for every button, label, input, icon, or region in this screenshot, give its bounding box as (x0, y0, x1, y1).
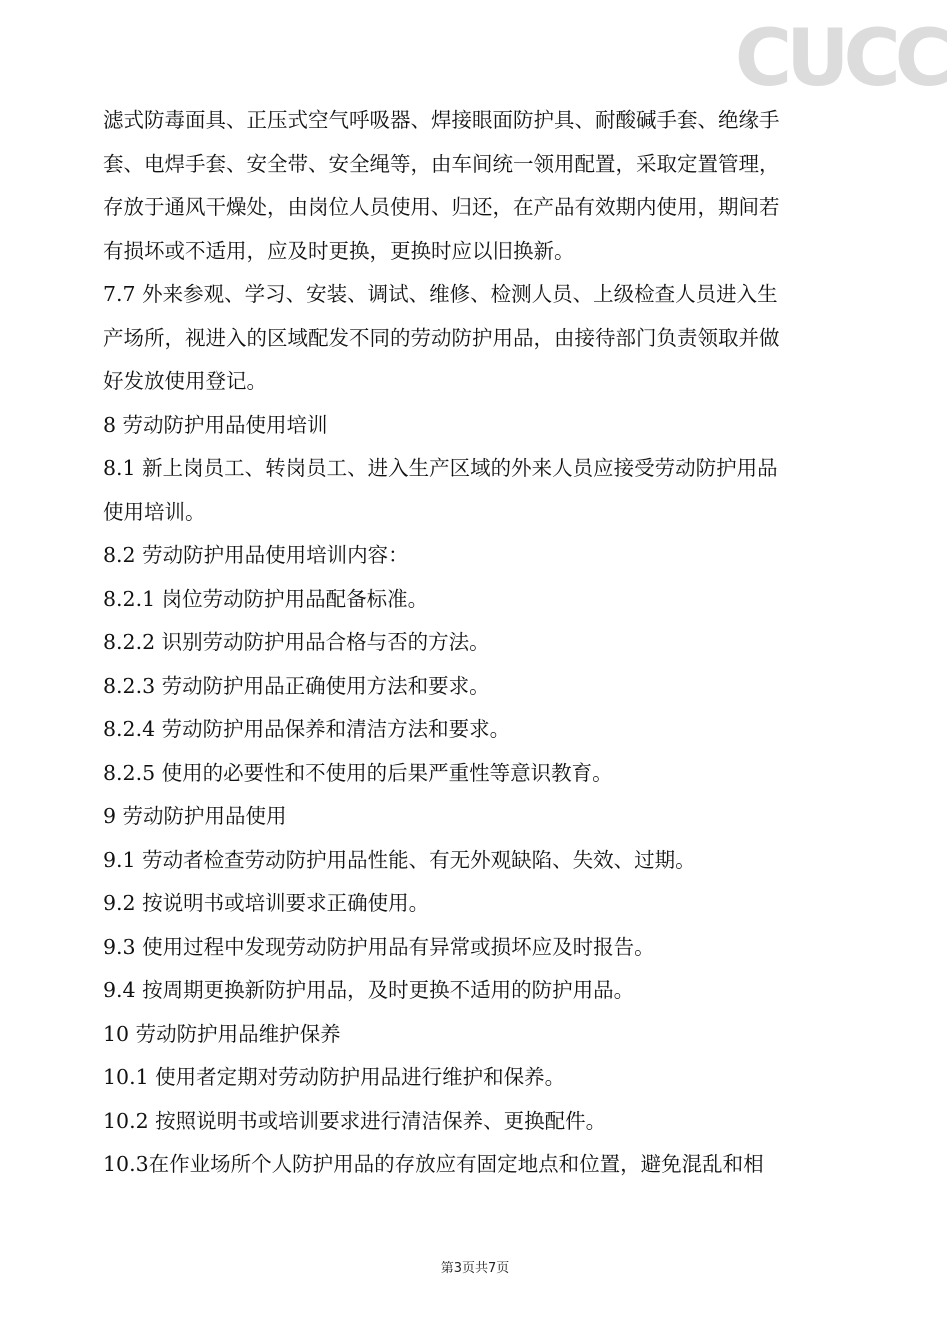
section-heading: 8 劳动防护用品使用培训 (103, 412, 328, 437)
text-line: 8.2.1 岗位劳动防护用品配备标准。 (103, 586, 429, 611)
text-line: 有损坏或不适用，应及时更换，更换时应以旧换新。 (103, 238, 575, 263)
text-line: 9.3 使用过程中发现劳动防护用品有异常或损坏应及时报告。 (103, 934, 655, 959)
text-line: 8.2.2 识别劳动防护用品合格与否的方法。 (103, 630, 490, 654)
text-line: 8.1 新上岗员工、转岗员工、进入生产区域的外来人员应接受劳动防护用品 (103, 456, 778, 480)
document-body (103, 99, 853, 1187)
text-line: 7.7 外来参观、学习、安装、调试、维修、检测人员、上级检查人员进入生 (103, 282, 778, 306)
text-line: 8.2.3 劳动防护用品正确使用方法和要求。 (103, 673, 490, 698)
text-line: 使用培训。 (103, 499, 206, 524)
cucc-watermark-logo: CUCC (734, 14, 946, 104)
text-line: 好发放使用登记。 (103, 369, 267, 393)
text-line: 9.4 按周期更换新防护用品，及时更换不适用的防护用品。 (103, 978, 635, 1002)
text-line: 9.1 劳动者检查劳动防护用品性能、有无外观缺陷、失效、过期。 (103, 847, 696, 872)
text-line: 滤式防毒面具、正压式空气呼吸器、焊接眼面防护具、耐酸碱手套、绝缘手 (103, 108, 780, 132)
text-line: 存放于通风干燥处，由岗位人员使用、归还，在产品有效期内使用，期间若 (103, 195, 780, 219)
text-line: 8.2.4 劳动防护用品保养和清洁方法和要求。 (103, 717, 511, 741)
text-line: 9.2 按说明书或培训要求正确使用。 (103, 891, 430, 915)
text-line: 8.2.5 使用的必要性和不使用的后果严重性等意识教育。 (103, 760, 613, 785)
text-line: 8.2 劳动防护用品使用培训内容： (103, 543, 409, 567)
text-line: 套、电焊手套、安全带、安全绳等，由车间统一领用配置，采取定置管理， (103, 151, 780, 176)
text-line: 产场所，视进入的区域配发不同的劳动防护用品，由接待部门负责领取并做 (103, 325, 780, 350)
section-heading: 9 劳动防护用品使用 (103, 804, 287, 828)
page-number-footer: 第3页共7页 (440, 1261, 510, 1276)
text-line: 10.3在作业场所个人防护用品的存放应有固定地点和位置，避免混乱和相 (103, 1152, 764, 1176)
text-line: 10.2 按照说明书或培训要求进行清洁保养、更换配件。 (103, 1108, 607, 1133)
text-line: 10.1 使用者定期对劳动防护用品进行维护和保养。 (103, 1065, 566, 1089)
section-heading: 10 劳动防护用品维护保养 (103, 1021, 341, 1046)
